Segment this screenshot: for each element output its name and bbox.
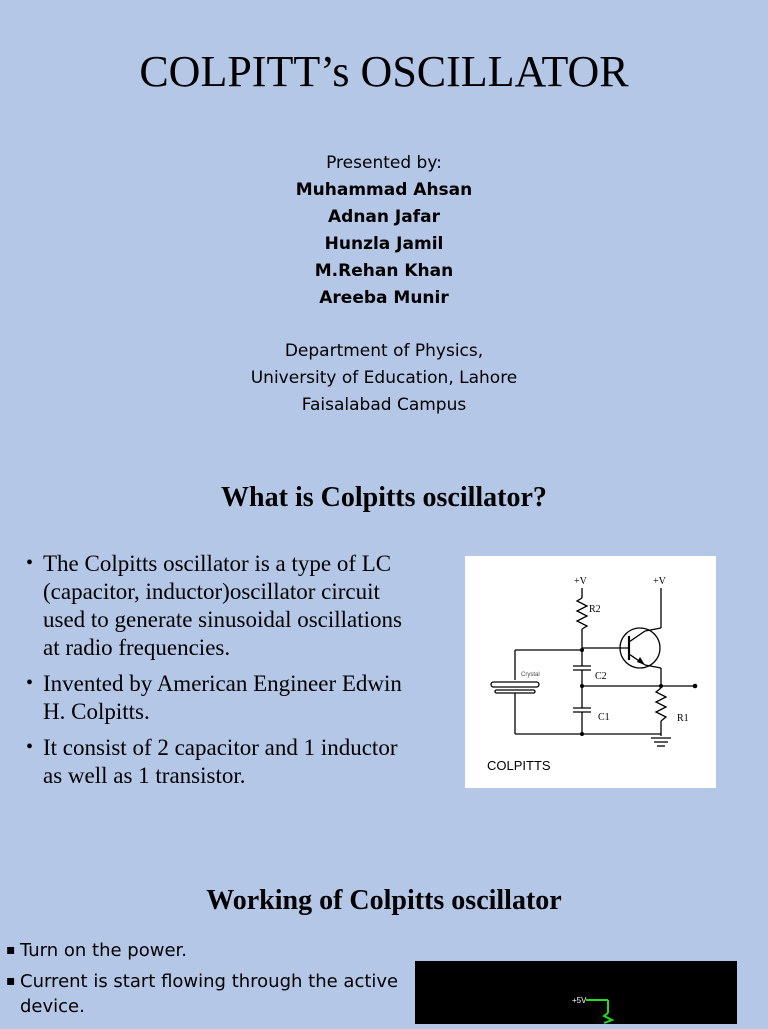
- presenter-name: Muhammad Ahsan: [295, 180, 473, 200]
- department-line: University of Education, Lahore: [250, 368, 518, 388]
- presenter-name: Areeba Munir: [319, 288, 449, 308]
- presenters-block: [0, 150, 768, 312]
- list-item: ▪ Current is start flowing through the active device.: [6, 969, 406, 1019]
- department-block: [0, 338, 768, 419]
- simulation-preview: [415, 961, 737, 1024]
- supply-label: +5V: [572, 996, 587, 1005]
- green-wire: [586, 1000, 612, 1023]
- list-item: • The Colpitts oscillator is a type of LC (capacitor, inductor)oscillator circuit used to generate sinusoidal oscillations at radio frequencies.: [26, 550, 416, 662]
- presenter-name: Hunzla Jamil: [324, 234, 444, 254]
- working-bullet-list: [6, 938, 406, 1025]
- list-item: ▪ Turn on the power.: [6, 938, 406, 963]
- circuit-caption: COLPITTS: [487, 758, 551, 773]
- colpitts-circuit-diagram: [465, 556, 716, 788]
- label-vplus-left: +V: [574, 576, 587, 587]
- department-line: Faisalabad Campus: [301, 395, 467, 415]
- circuit-simulation-video[interactable]: [415, 961, 737, 1024]
- label-r1: R1: [677, 713, 689, 724]
- presenter-name: M.Rehan Khan: [314, 261, 454, 281]
- slide-title: COLPITT’s OSCILLATOR: [139, 47, 629, 96]
- label-vplus-right: +V: [653, 576, 666, 587]
- label-crystal: Crystal: [521, 672, 540, 678]
- label-c1: C1: [598, 712, 610, 723]
- circuit-schematic: [465, 556, 716, 788]
- section-heading-what-is: What is Colpitts oscillator?: [221, 482, 547, 513]
- department-line: Department of Physics,: [284, 341, 484, 361]
- definition-bullet-list: [26, 550, 416, 798]
- label-c2: C2: [595, 671, 607, 682]
- label-r2: R2: [589, 604, 601, 615]
- list-item: • It consist of 2 capacitor and 1 inductor as well as 1 transistor.: [26, 734, 416, 790]
- section-heading-working: Working of Colpitts oscillator: [206, 885, 562, 916]
- presenter-name: Adnan Jafar: [328, 207, 440, 227]
- list-item: • Invented by American Engineer Edwin H. Colpitts.: [26, 670, 416, 726]
- presented-by-label: Presented by:: [326, 153, 442, 173]
